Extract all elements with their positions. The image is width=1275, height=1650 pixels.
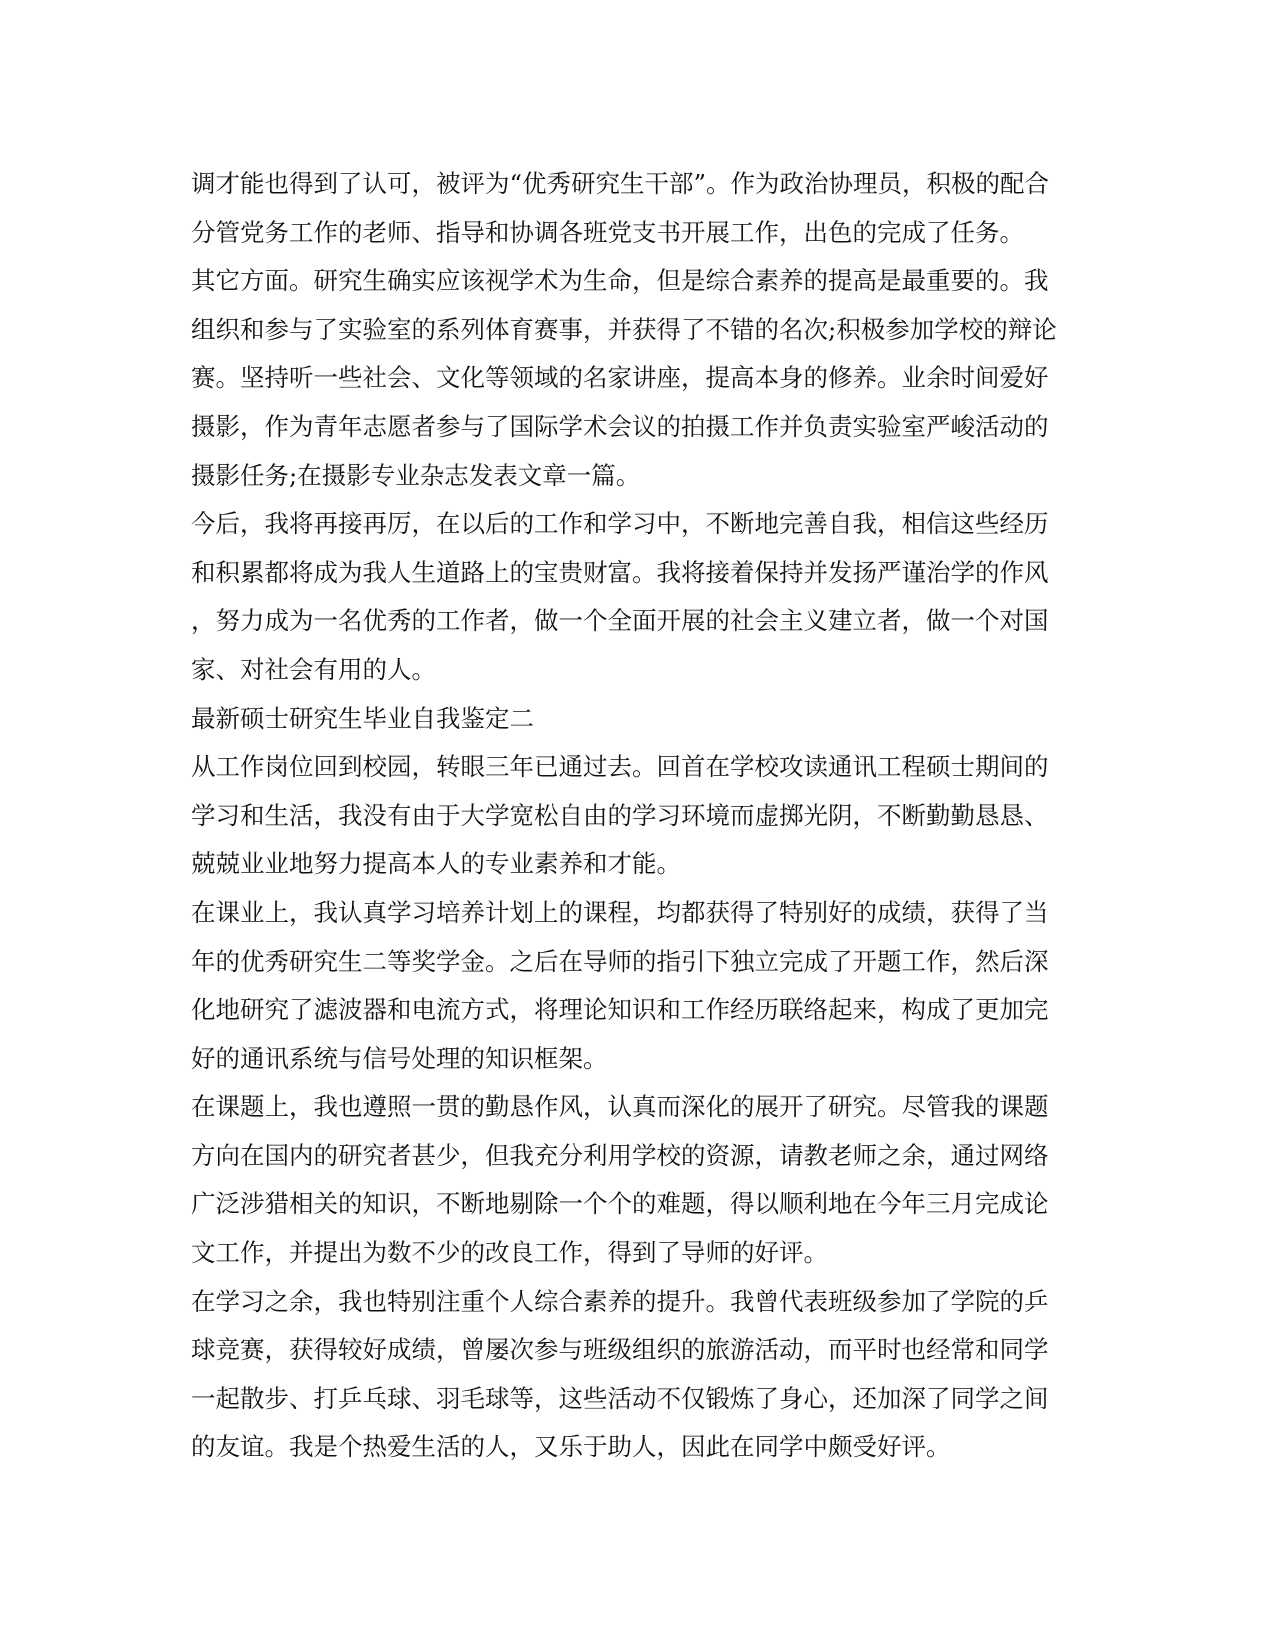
text-line: 调才能也得到了认可，被评为“优秀研究生干部”。作为政治协理员，积极的配合: [191, 169, 1050, 198]
text-line: 摄影任务;在摄影专业杂志发表文章一篇。: [191, 460, 641, 490]
text-line: 今后，我将再接再厉，在以后的工作和学习中，不断地完善自我，相信这些经历: [191, 509, 1049, 539]
text-line: 组织和参与了实验室的系列体育赛事，并获得了不错的名次;积极参加学校的辩论: [191, 314, 1057, 344]
text-line: 一起散步、打乒乓球、羽毛球等，这些活动不仅锻炼了身心，还加深了同学之间: [191, 1383, 1049, 1413]
section-heading: 最新硕士研究生毕业自我鉴定二: [191, 703, 534, 733]
text-line: 的友谊。我是个热爱生活的人，又乐于助人，因此在同学中颇受好评。: [191, 1432, 951, 1462]
text-line: 学习和生活，我没有由于大学宽松自由的学习环境而虚掷光阴，不断勤勤恳恳、: [191, 800, 1049, 830]
text-line: 从工作岗位回到校园，转眼三年已通过去。回首在学校攻读通讯工程硕士期间的: [191, 752, 1049, 782]
text-line: 赛。坚持听一些社会、文化等领域的名家讲座，提高本身的修养。业余时间爱好: [191, 363, 1049, 393]
text-line: 广泛涉猎相关的知识，不断地剔除一个个的难题，得以顺利地在今年三月完成论: [191, 1189, 1049, 1219]
document-body: [191, 160, 1091, 1472]
text-line: 球竞赛，获得较好成绩，曾屡次参与班级组织的旅游活动，而平时也经常和同学: [191, 1335, 1049, 1365]
text-line: 好的通讯系统与信号处理的知识框架。: [191, 1043, 608, 1073]
text-line: 在学习之余，我也特别注重个人综合素养的提升。我曾代表班级参加了学院的乒: [191, 1286, 1049, 1316]
text-line: 在课题上，我也遵照一贯的勤恳作风，认真而深化的展开了研究。尽管我的课题: [191, 1092, 1049, 1122]
text-line: 和积累都将成为我人生道路上的宝贵财富。我将接着保持并发扬严谨治学的作风: [191, 557, 1049, 587]
text-line: 摄影，作为青年志愿者参与了国际学术会议的拍摄工作并负责实验室严峻活动的: [191, 411, 1049, 441]
text-line: 方向在国内的研究者甚少，但我充分利用学校的资源，请教老师之余，通过网络: [191, 1140, 1049, 1170]
text-line: 文工作，并提出为数不少的改良工作，得到了导师的好评。: [191, 1238, 828, 1268]
text-line: 在课业上，我认真学习培养计划上的课程，均都获得了特别好的成绩，获得了当: [191, 897, 1049, 927]
text-line: ，努力成为一名优秀的工作者，做一个全面开展的社会主义建立者，做一个对国: [191, 606, 1049, 636]
text-line: 化地研究了滤波器和电流方式，将理论知识和工作经历联络起来，构成了更加完: [191, 995, 1049, 1025]
text-line: 年的优秀研究生二等奖学金。之后在导师的指引下独立完成了开题工作，然后深: [191, 946, 1049, 976]
text-line: 分管党务工作的老师、指导和协调各班党支书开展工作，出色的完成了任务。: [191, 217, 1024, 247]
text-line: 家、对社会有用的人。: [191, 654, 436, 684]
text-line: 兢兢业业地努力提高本人的专业素养和才能。: [191, 849, 681, 879]
text-line: 其它方面。研究生确实应该视学术为生命，但是综合素养的提高是最重要的。我: [191, 266, 1049, 296]
